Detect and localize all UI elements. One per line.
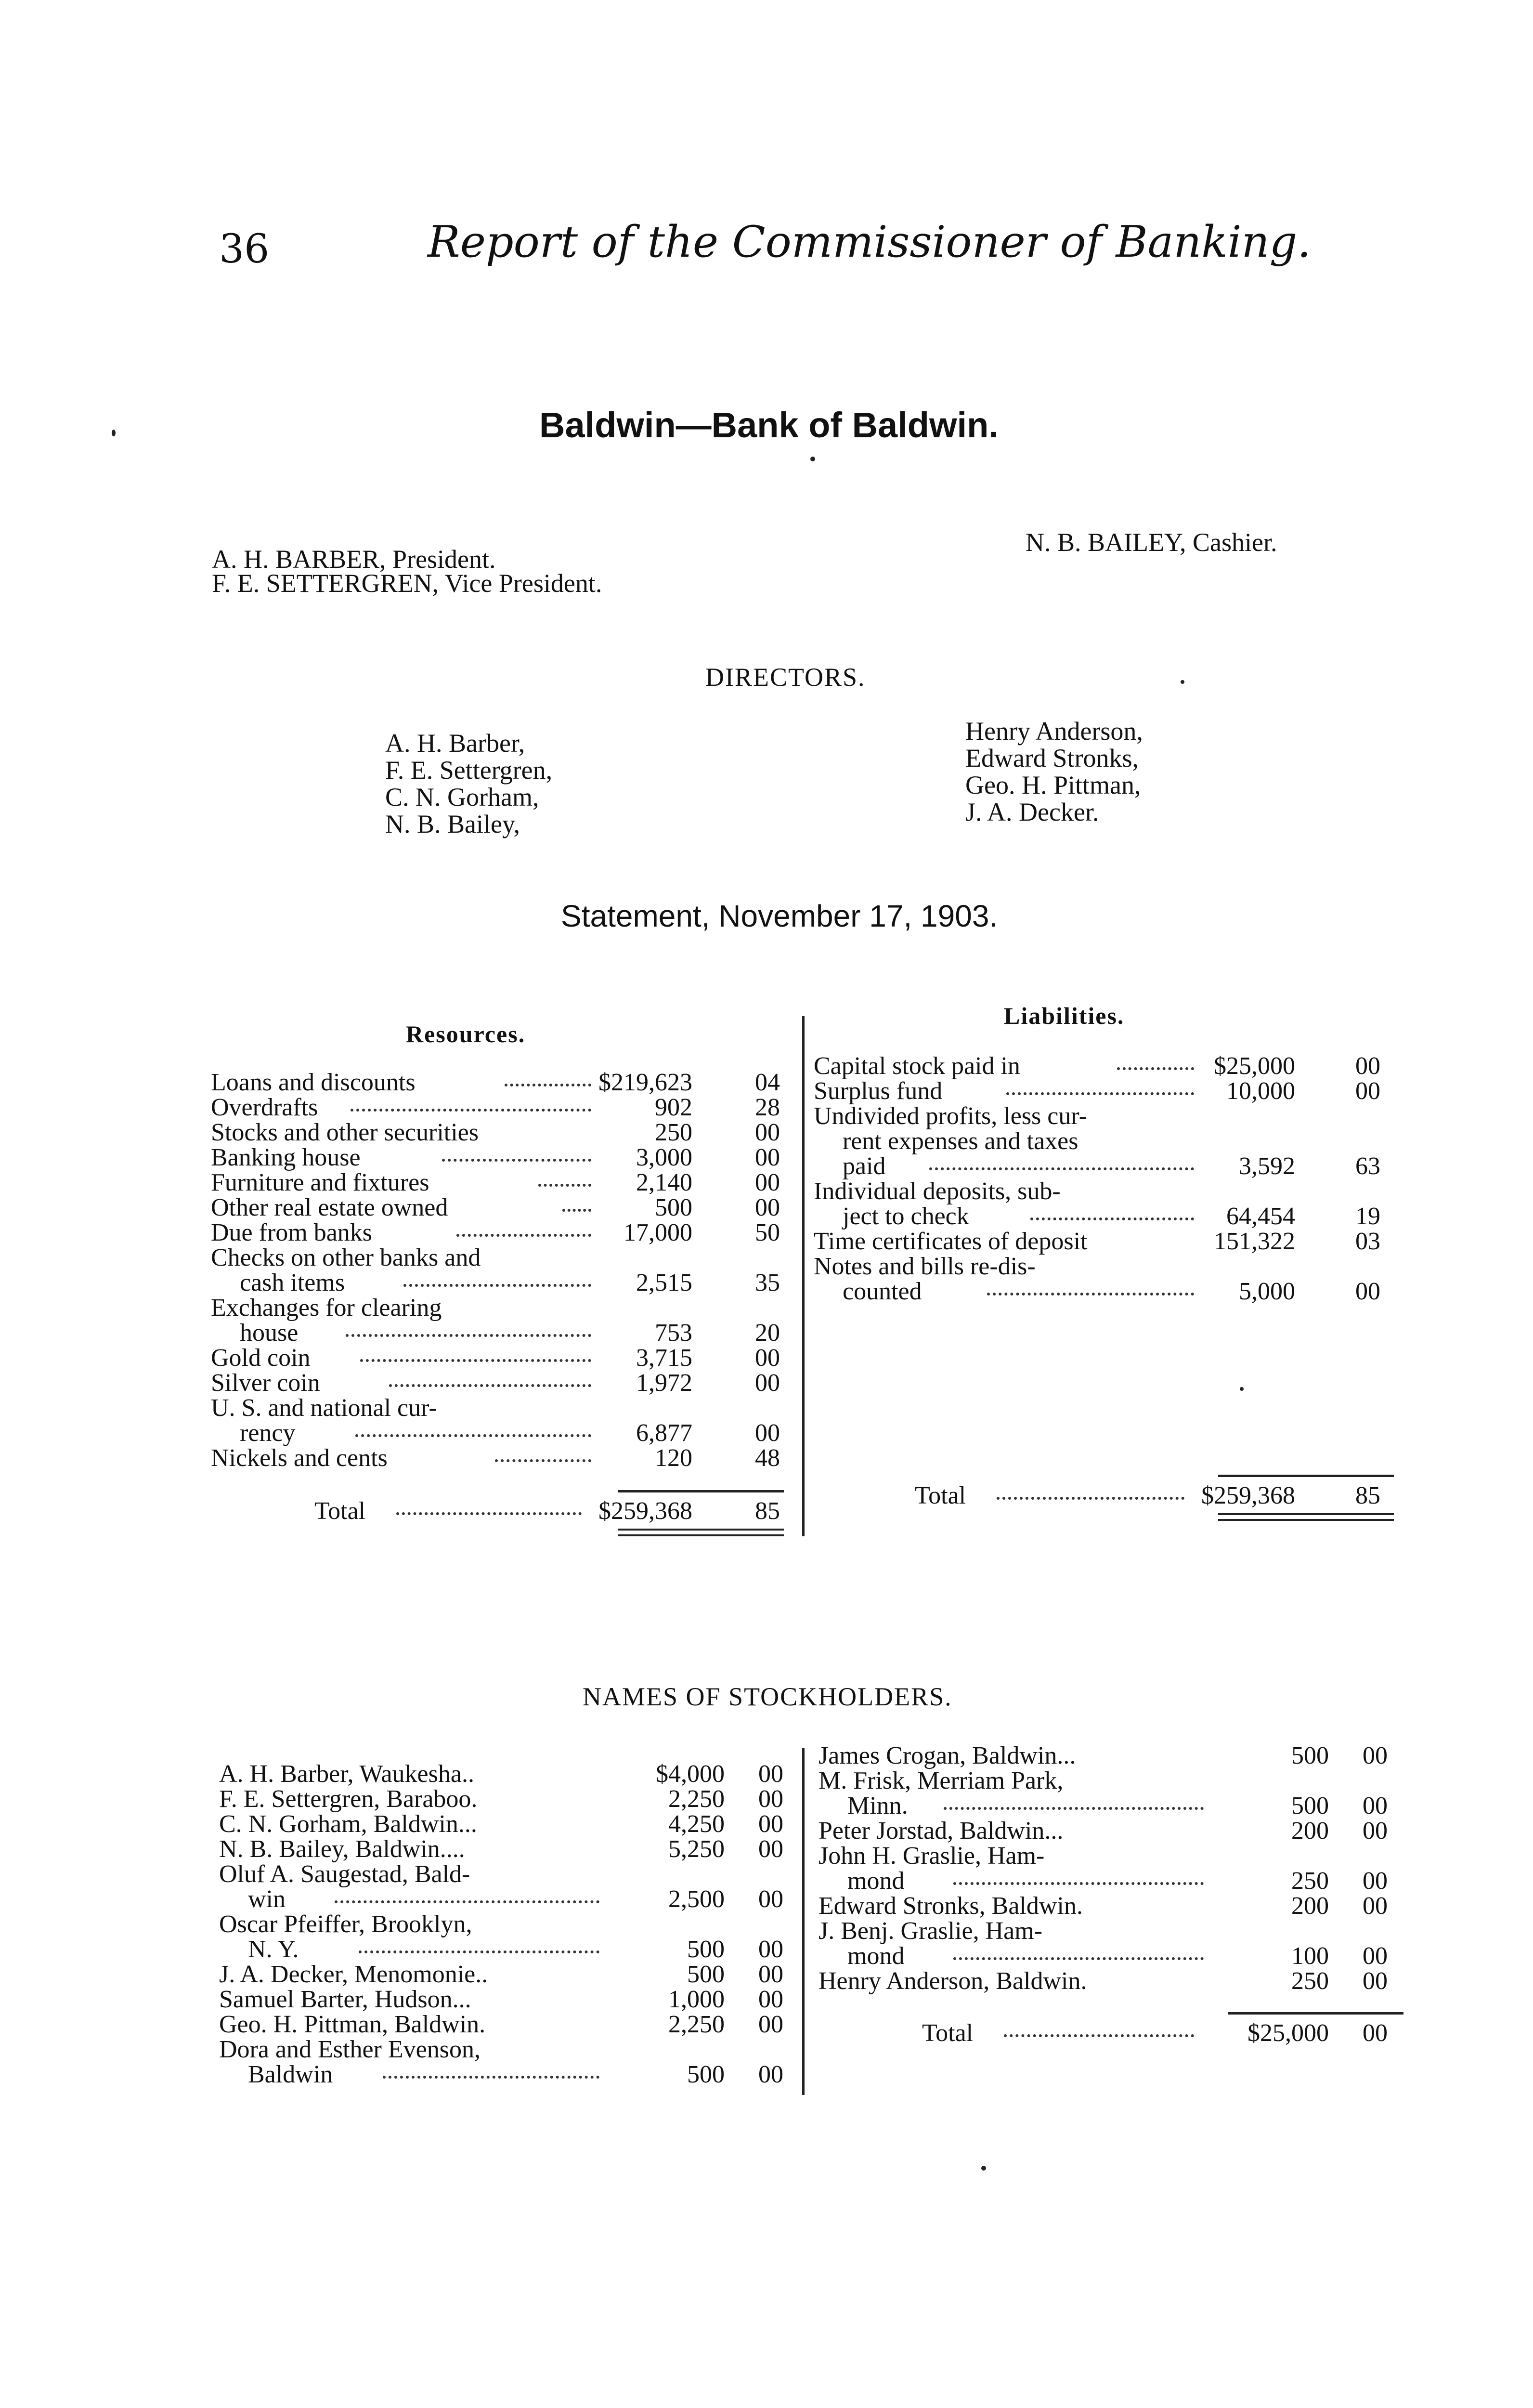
total-rule-top [1218,1475,1394,1477]
resource-label: Checks on other banks and [211,1244,481,1271]
resource-label: house [240,1319,299,1347]
stockholder-row [219,1787,797,1812]
resource-label: cash items [240,1269,345,1296]
resource-cents: 48 [755,1444,780,1472]
resources-row [211,1145,789,1170]
total-label: Total [314,1497,366,1525]
stockholder-name: Geo. H. Pittman, Baldwin. [219,2011,486,2038]
stockholder-cents: 00 [1363,1967,1388,1995]
stockholder-name: Samuel Barter, Hudson... [219,1986,471,2013]
leader-dots [360,1352,591,1362]
liability-cents: 00 [1355,1077,1380,1105]
director-left-1: A. H. Barber, [385,729,525,758]
resource-amount: $219,623 [598,1069,692,1096]
scan-speck [1181,680,1184,684]
leader-dots [346,1327,591,1337]
stockholder-row [219,2062,797,2087]
stockholder-name: C. N. Gorham, Baldwin... [219,1810,477,1838]
leader-dots [997,1490,1184,1500]
scan-speck [981,2166,986,2171]
liabilities-row [814,1104,1401,1129]
resource-label: rency [240,1419,296,1447]
liability-cents: 03 [1355,1228,1380,1255]
total-rule-top [1228,2012,1403,2015]
resources-row [211,1396,789,1421]
stockholder-cents: 00 [1363,1942,1388,1970]
stockholder-row [818,1768,1406,1793]
resources-row [211,1245,789,1270]
stockholder-amount: 500 [687,1961,725,1988]
resources-row [211,1296,789,1321]
stockholder-name: F. E. Settergren, Baraboo. [219,1785,478,1813]
resource-cents: 00 [755,1144,780,1171]
stockholder-name: Minn. [847,1792,908,1819]
stockholder-row [219,1987,797,2012]
leader-dots [403,1277,591,1287]
stockholder-name: Oluf A. Saugestad, Bald- [219,1860,470,1888]
leader-dots [987,1286,1194,1296]
officer-president: A. H. BARBER, President. [212,545,496,574]
liability-label: Time certificates of deposit [814,1228,1088,1255]
directors-heading: DIRECTORS. [705,663,866,692]
resource-cents: 00 [755,1419,780,1447]
total-amount: $25,000 [1247,2019,1329,2047]
stockholder-cents: 00 [1363,1742,1388,1769]
scan-speck [112,430,116,436]
resource-amount: 2,515 [636,1269,692,1296]
stockholder-row [219,1962,797,1987]
leader-dots [355,1427,591,1437]
liability-amount: $25,000 [1214,1052,1295,1080]
stockholder-row [818,1819,1406,1844]
total-rule-bottom [618,1534,784,1536]
stockholder-amount: 2,250 [668,2011,725,2038]
resource-cents: 00 [755,1344,780,1372]
liability-label: Notes and bills re-dis- [814,1253,1036,1280]
stockholder-row [818,1894,1406,1919]
stockholder-cents: 00 [758,1785,783,1813]
liability-cents: 63 [1355,1152,1380,1180]
resource-label: U. S. and national cur- [211,1394,437,1422]
leader-dots [953,1875,1204,1885]
resource-cents: 00 [755,1194,780,1221]
resource-amount: 2,140 [636,1169,692,1196]
resource-amount: 17,000 [624,1219,692,1246]
total-rule-bottom [618,1529,784,1531]
leader-dots [359,1944,599,1953]
leader-dots [495,1453,591,1462]
stockholder-row [219,1912,797,1937]
resource-cents: 35 [755,1269,780,1296]
resources-row [211,1446,789,1471]
stockholder-amount: 5,250 [668,1835,725,1863]
liability-amount: 10,000 [1226,1077,1295,1105]
leader-dots [456,1227,591,1237]
stockholder-name: Baldwin [248,2061,333,2088]
statement-column-divider [802,1016,805,1536]
total-rule-bottom [1218,1513,1394,1515]
stockholders-column-divider [802,1748,805,2095]
stockholder-amount: 2,500 [668,1885,725,1913]
stockholder-name: Edward Stronks, Baldwin. [818,1892,1083,1920]
stockholder-name: Peter Jorstad, Baldwin... [818,1817,1064,1845]
leader-dots [351,1102,591,1112]
stockholder-amount: 4,250 [668,1810,725,1838]
leader-dots [1030,1211,1194,1220]
resource-label: Due from banks [211,1219,373,1246]
total-label: Total [915,1482,966,1509]
total-rule-bottom [1218,1519,1394,1521]
resource-cents: 20 [755,1319,780,1347]
liability-cents: 00 [1355,1278,1380,1305]
resource-label: Stocks and other securities [211,1119,479,1146]
resource-amount: 3,000 [636,1144,692,1171]
liabilities-row [814,1204,1401,1229]
leader-dots [562,1202,591,1212]
resource-amount: 6,877 [636,1419,692,1447]
resource-amount: 120 [655,1444,692,1472]
liability-label: Capital stock paid in [814,1052,1020,1080]
liabilities-row [814,1179,1401,1204]
total-amount: $259,368 [1201,1482,1295,1509]
stockholder-cents: 00 [758,1885,783,1913]
resource-label: Silver coin [211,1369,320,1397]
total-cents: 85 [1355,1482,1380,1509]
liability-label: Undivided profits, less cur- [814,1102,1087,1130]
resource-label: Overdrafts [211,1094,318,1121]
resource-label: Gold coin [211,1344,311,1372]
resources-row [211,1220,789,1245]
leader-dots [1006,1086,1194,1095]
stockholders-total-row [818,2021,1406,2046]
stockholder-amount: 200 [1291,1892,1329,1920]
stockholder-cents: 00 [758,1961,783,1988]
resource-cents: 04 [755,1069,780,1096]
stockholder-amount: 250 [1291,1867,1329,1895]
leader-dots [505,1077,591,1086]
scan-speck [1240,1387,1244,1391]
liabilities-row [814,1054,1401,1079]
director-right-4: J. A. Decker. [965,798,1099,826]
stockholder-name: win [248,1885,286,1913]
resource-cents: 28 [755,1094,780,1121]
liability-label: Surplus fund [814,1077,943,1105]
stockholder-amount: $4,000 [656,1760,725,1788]
stockholder-amount: 250 [1291,1967,1329,1995]
stockholder-amount: 500 [1291,1792,1329,1819]
stockholder-row [219,1837,797,1862]
stockholder-row [219,2012,797,2037]
liability-cents: 19 [1355,1203,1380,1230]
stockholder-amount: 500 [1291,1742,1329,1769]
resources-row [211,1070,789,1095]
leader-dots [538,1177,591,1187]
stockholder-row [818,1969,1406,1994]
resource-cents: 00 [755,1369,780,1397]
liabilities-row [814,1229,1401,1254]
stockholder-row [818,1944,1406,1969]
stockholder-name: mond [847,1942,905,1970]
liability-amount: 151,322 [1214,1228,1295,1255]
resource-amount: 250 [655,1119,692,1146]
statement-title: Statement, November 17, 1903. [561,899,998,933]
liabilities-row [814,1154,1401,1179]
liability-amount: 64,454 [1226,1203,1295,1230]
resource-label: Banking house [211,1144,361,1171]
resources-row [211,1421,789,1446]
stockholder-row [219,1812,797,1837]
resource-label: Nickels and cents [211,1444,388,1472]
stockholder-cents: 00 [758,1986,783,2013]
leader-dots [953,1950,1204,1960]
stockholder-amount: 500 [687,1936,725,1963]
stockholder-name: Dora and Esther Evenson, [219,2036,481,2063]
stockholder-row [818,1844,1406,1869]
stockholder-name: J. Benj. Graslie, Ham- [818,1917,1043,1945]
resources-total-row [211,1499,789,1524]
stockholder-row [219,1887,797,1912]
stockholder-cents: 00 [758,1936,783,1963]
resources-row [211,1120,789,1145]
resource-cents: 00 [755,1169,780,1196]
stockholder-cents: 00 [758,2061,783,2088]
stockholder-row [219,1937,797,1962]
liability-label: counted [843,1278,922,1305]
liabilities-row [814,1254,1401,1279]
director-right-3: Geo. H. Pittman, [965,771,1141,799]
stockholder-cents: 00 [1363,1867,1388,1895]
stockholder-name: N. Y. [248,1936,299,1963]
stockholder-name: Oscar Pfeiffer, Brooklyn, [219,1911,472,1938]
page-number: 36 [219,226,270,272]
stockholders-heading: NAMES OF STOCKHOLDERS. [583,1682,952,1711]
leader-dots [383,2069,599,2079]
resource-label: Other real estate owned [211,1194,448,1221]
leader-dots [1004,2028,1194,2037]
stockholder-cents: 00 [758,2011,783,2038]
stockholder-row [818,1869,1406,1894]
liabilities-total-row [814,1483,1401,1508]
total-cents: 00 [1363,2019,1388,2047]
resources-row [211,1170,789,1195]
running-head: Report of the Commissioner of Banking. [428,217,1311,267]
liabilities-row [814,1279,1401,1304]
stockholder-cents: 00 [1363,1817,1388,1845]
resources-row [211,1195,789,1220]
director-right-2: Edward Stronks, [965,744,1139,772]
stockholder-amount: 200 [1291,1817,1329,1845]
stockholder-row [219,2037,797,2062]
director-left-2: F. E. Settergren, [385,756,553,785]
officer-cashier: N. B. BAILEY, Cashier. [1026,528,1277,557]
stockholder-row [818,1919,1406,1944]
stockholder-name: A. H. Barber, Waukesha.. [219,1760,474,1788]
stockholder-name: M. Frisk, Merriam Park, [818,1767,1064,1794]
leader-dots [396,1505,582,1515]
stockholder-cents: 00 [758,1835,783,1863]
resource-amount: 3,715 [636,1344,692,1372]
resource-amount: 1,972 [636,1369,692,1397]
stockholder-row [219,1862,797,1887]
resources-heading: Resources. [406,1021,526,1047]
resources-row [211,1095,789,1120]
stockholder-cents: 00 [1363,1892,1388,1920]
officer-vice-president: F. E. SETTERGREN, Vice President. [212,569,602,598]
stockholder-name: Henry Anderson, Baldwin. [818,1967,1087,1995]
liabilities-row [814,1079,1401,1104]
stockholder-cents: 00 [1363,1792,1388,1819]
stockholder-row [818,1743,1406,1768]
resource-cents: 50 [755,1219,780,1246]
resource-amount: 753 [655,1319,692,1347]
resources-row [211,1346,789,1371]
stockholder-row [219,1762,797,1787]
leader-dots [442,1152,591,1162]
resource-amount: 500 [655,1194,692,1221]
stockholder-row [818,1793,1406,1819]
resources-row [211,1270,789,1296]
bank-title: Baldwin—Bank of Baldwin. [539,405,999,445]
stockholder-amount: 2,250 [668,1785,725,1813]
liability-amount: 5,000 [1239,1278,1295,1305]
liability-label: rent expenses and taxes [843,1127,1078,1155]
resource-cents: 00 [755,1119,780,1146]
resources-row [211,1321,789,1346]
total-cents: 85 [755,1497,780,1525]
leader-dots [335,1894,599,1903]
resources-row [211,1371,789,1396]
stockholder-amount: 1,000 [668,1986,725,2013]
leader-dots [944,1800,1204,1810]
stockholder-name: mond [847,1867,905,1895]
stockholder-cents: 00 [758,1810,783,1838]
total-rule-top [618,1490,784,1492]
liability-label: Individual deposits, sub- [814,1178,1061,1205]
leader-dots [389,1377,591,1387]
scan-speck [810,457,815,461]
director-left-4: N. B. Bailey, [385,810,520,838]
stockholder-amount: 100 [1291,1942,1329,1970]
liability-label: ject to check [843,1203,969,1230]
liability-cents: 00 [1355,1052,1380,1080]
stockholder-cents: 00 [758,1760,783,1788]
stockholder-name: John H. Graslie, Ham- [818,1842,1045,1870]
liabilities-row [814,1129,1401,1154]
stockholder-name: N. B. Bailey, Baldwin.... [219,1835,465,1863]
leader-dots [1117,1060,1194,1070]
total-label: Total [922,2019,974,2047]
liability-label: paid [843,1152,886,1180]
leader-dots [929,1161,1194,1170]
resource-label: Loans and discounts [211,1069,416,1096]
resource-label: Exchanges for clearing [211,1294,442,1322]
liability-amount: 3,592 [1239,1152,1295,1180]
liabilities-heading: Liabilities. [1004,1002,1125,1029]
director-left-3: C. N. Gorham, [385,783,539,811]
resource-amount: 902 [655,1094,692,1121]
director-right-1: Henry Anderson, [965,717,1143,746]
stockholder-amount: 500 [687,2061,725,2088]
resource-label: Furniture and fixtures [211,1169,429,1196]
stockholder-name: James Crogan, Baldwin... [818,1742,1076,1769]
stockholder-name: J. A. Decker, Menomonie.. [219,1961,488,1988]
total-amount: $259,368 [598,1497,692,1525]
